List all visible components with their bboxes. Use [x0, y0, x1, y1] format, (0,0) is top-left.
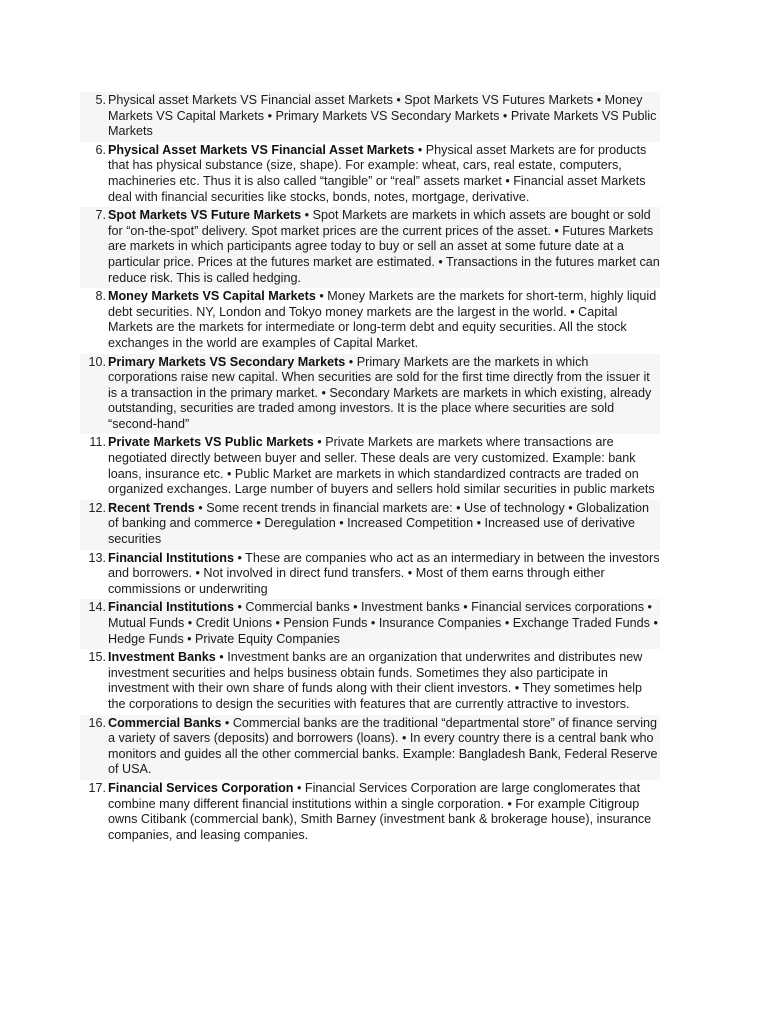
list-item [80, 142, 660, 207]
item-number: 12. [88, 500, 106, 515]
item-number: 10. [88, 354, 106, 369]
item-text [108, 289, 660, 351]
item-body: • Commercial banks are the traditional “departmental store” of finance serving a variety of savers (deposits) and borrowers (loans). • In every country there is a central bank who monitors and guides all the other commercial banks. Example: Bangladesh Bank, Federal Reserve of USA. [108, 715, 658, 777]
item-heading: Spot Markets VS Future Markets [108, 208, 302, 223]
item-heading: Financial Services Corporation [108, 780, 294, 795]
item-heading: Financial Institutions [108, 600, 234, 615]
item-body: • Financial Services Corporation are large conglomerates that combine many different financial institutions within a single corporation. • For example Citigroup owns Citibank (commercial bank), Smith Barney (investment bank & brokerage house), insurance companies, and leasing companies. [108, 780, 652, 842]
list-item [80, 207, 660, 288]
item-heading: Financial Institutions [108, 550, 234, 565]
item-text [108, 600, 660, 647]
list-item [80, 550, 660, 600]
item-number: 17. [88, 780, 106, 795]
item-heading: Investment Banks [108, 650, 216, 665]
list-item [80, 288, 660, 353]
list-item [80, 649, 660, 714]
item-body: Physical asset Markets VS Financial asset Markets • Spot Markets VS Futures Markets • Money Markets VS Capital Markets • Primary Markets VS Secondary Markets • Private Markets VS Public Markets [108, 93, 657, 139]
item-text [108, 435, 660, 497]
item-text [108, 93, 660, 140]
item-heading: Physical Asset Markets VS Financial Asset Markets [108, 142, 415, 157]
item-heading: Recent Trends [108, 500, 195, 515]
item-text [108, 208, 660, 286]
list-item [80, 434, 660, 499]
item-body: • These are companies who act as an intermediary in between the investors and borrowers. • Not involved in direct fund transfers. • Most of them earns through either commissions or underwriting [108, 550, 660, 596]
item-heading: Commercial Banks [108, 715, 222, 730]
item-body: • Physical asset Markets are for products that has physical substance (size, shape). For example: wheat, cars, real estate, computers, machineries etc. Thus it is also called “tangible” or “real” assets market • Financial asset Markets deal with financial securities like stocks, bonds, notes, mortgage, derivative. [108, 142, 647, 204]
list-item [80, 599, 660, 649]
item-number: 8. [95, 289, 106, 304]
item-number: 15. [88, 650, 106, 665]
item-body: • Private Markets are markets where transactions are negotiated directly between buyer and seller. These deals are very customized. Example: bank loans, insurance etc. • Public Market are markets in which standardized contracts are traded on organized exchanges. Large number of buyers and sellers hold similar securities in public markets [108, 435, 655, 497]
item-number: 16. [88, 715, 106, 730]
item-body: • Primary Markets are the markets in which corporations raise new capital. When securities are sold for the first time directly from the issuer it is a transaction in the primary market. • Secondary Markets are markets in which existing, already outstanding, securities are traded among investors. It is the place where securities are sold “second-hand” [108, 354, 652, 431]
item-number: 7. [95, 208, 106, 223]
list-item [80, 715, 660, 780]
item-body: • Money Markets are the markets for short-term, highly liquid debt securities. NY, London and Tokyo money markets are the largest in the world. • Capital Markets are the markets for intermediate or long-term debt and equity securities. All the stock exchanges in the world are examples of Capital Market. [108, 289, 657, 350]
item-text [108, 501, 660, 548]
list-item [80, 500, 660, 550]
item-number: 14. [88, 600, 106, 615]
list-item [80, 354, 660, 435]
numbered-list [80, 92, 660, 845]
list-item [80, 92, 660, 142]
item-number: 13. [88, 550, 106, 565]
item-heading: Money Markets VS Capital Markets [108, 289, 316, 304]
item-body: • Commercial banks • Investment banks • Financial services corporations • Mutual Funds • Credit Unions • Pension Funds • Insurance Companies • Exchange Traded Funds • Hedge Funds • Private Equity Companies [108, 600, 658, 646]
list-item [80, 780, 660, 845]
item-text [108, 551, 660, 598]
item-number: 11. [89, 435, 106, 450]
item-heading: Primary Markets VS Secondary Markets [108, 354, 346, 369]
item-text [108, 143, 660, 205]
item-text [108, 716, 660, 778]
item-number: 5. [95, 93, 106, 107]
item-number: 6. [95, 142, 106, 157]
item-body: • Some recent trends in financial markets are: • Use of technology • Globalization of banking and commerce • Deregulation • Increased Competition • Increased use of derivative securities [108, 500, 650, 547]
item-text [108, 781, 660, 843]
item-body: • Spot Markets are markets in which assets are bought or sold for “on-the-spot” delivery. Spot market prices are the current prices of the asset. • Futures Markets are markets in which participants agree today to buy or sell an asset at some future date at a particular price. Prices at the futures market are estimated. • Transactions in the futures market can reduce risk. This is called hedging. [108, 208, 660, 285]
item-text [108, 650, 660, 712]
item-text [108, 355, 660, 433]
item-body: • Investment banks are an organization that underwrites and distributes new investment securities and helps business obtain funds. Sometimes they also participate in investment with their own share of funds along with their client investors. • They sometimes help the corporations to design the securities with features that are currently attractive to investors. [108, 650, 643, 711]
item-heading: Private Markets VS Public Markets [108, 435, 314, 450]
